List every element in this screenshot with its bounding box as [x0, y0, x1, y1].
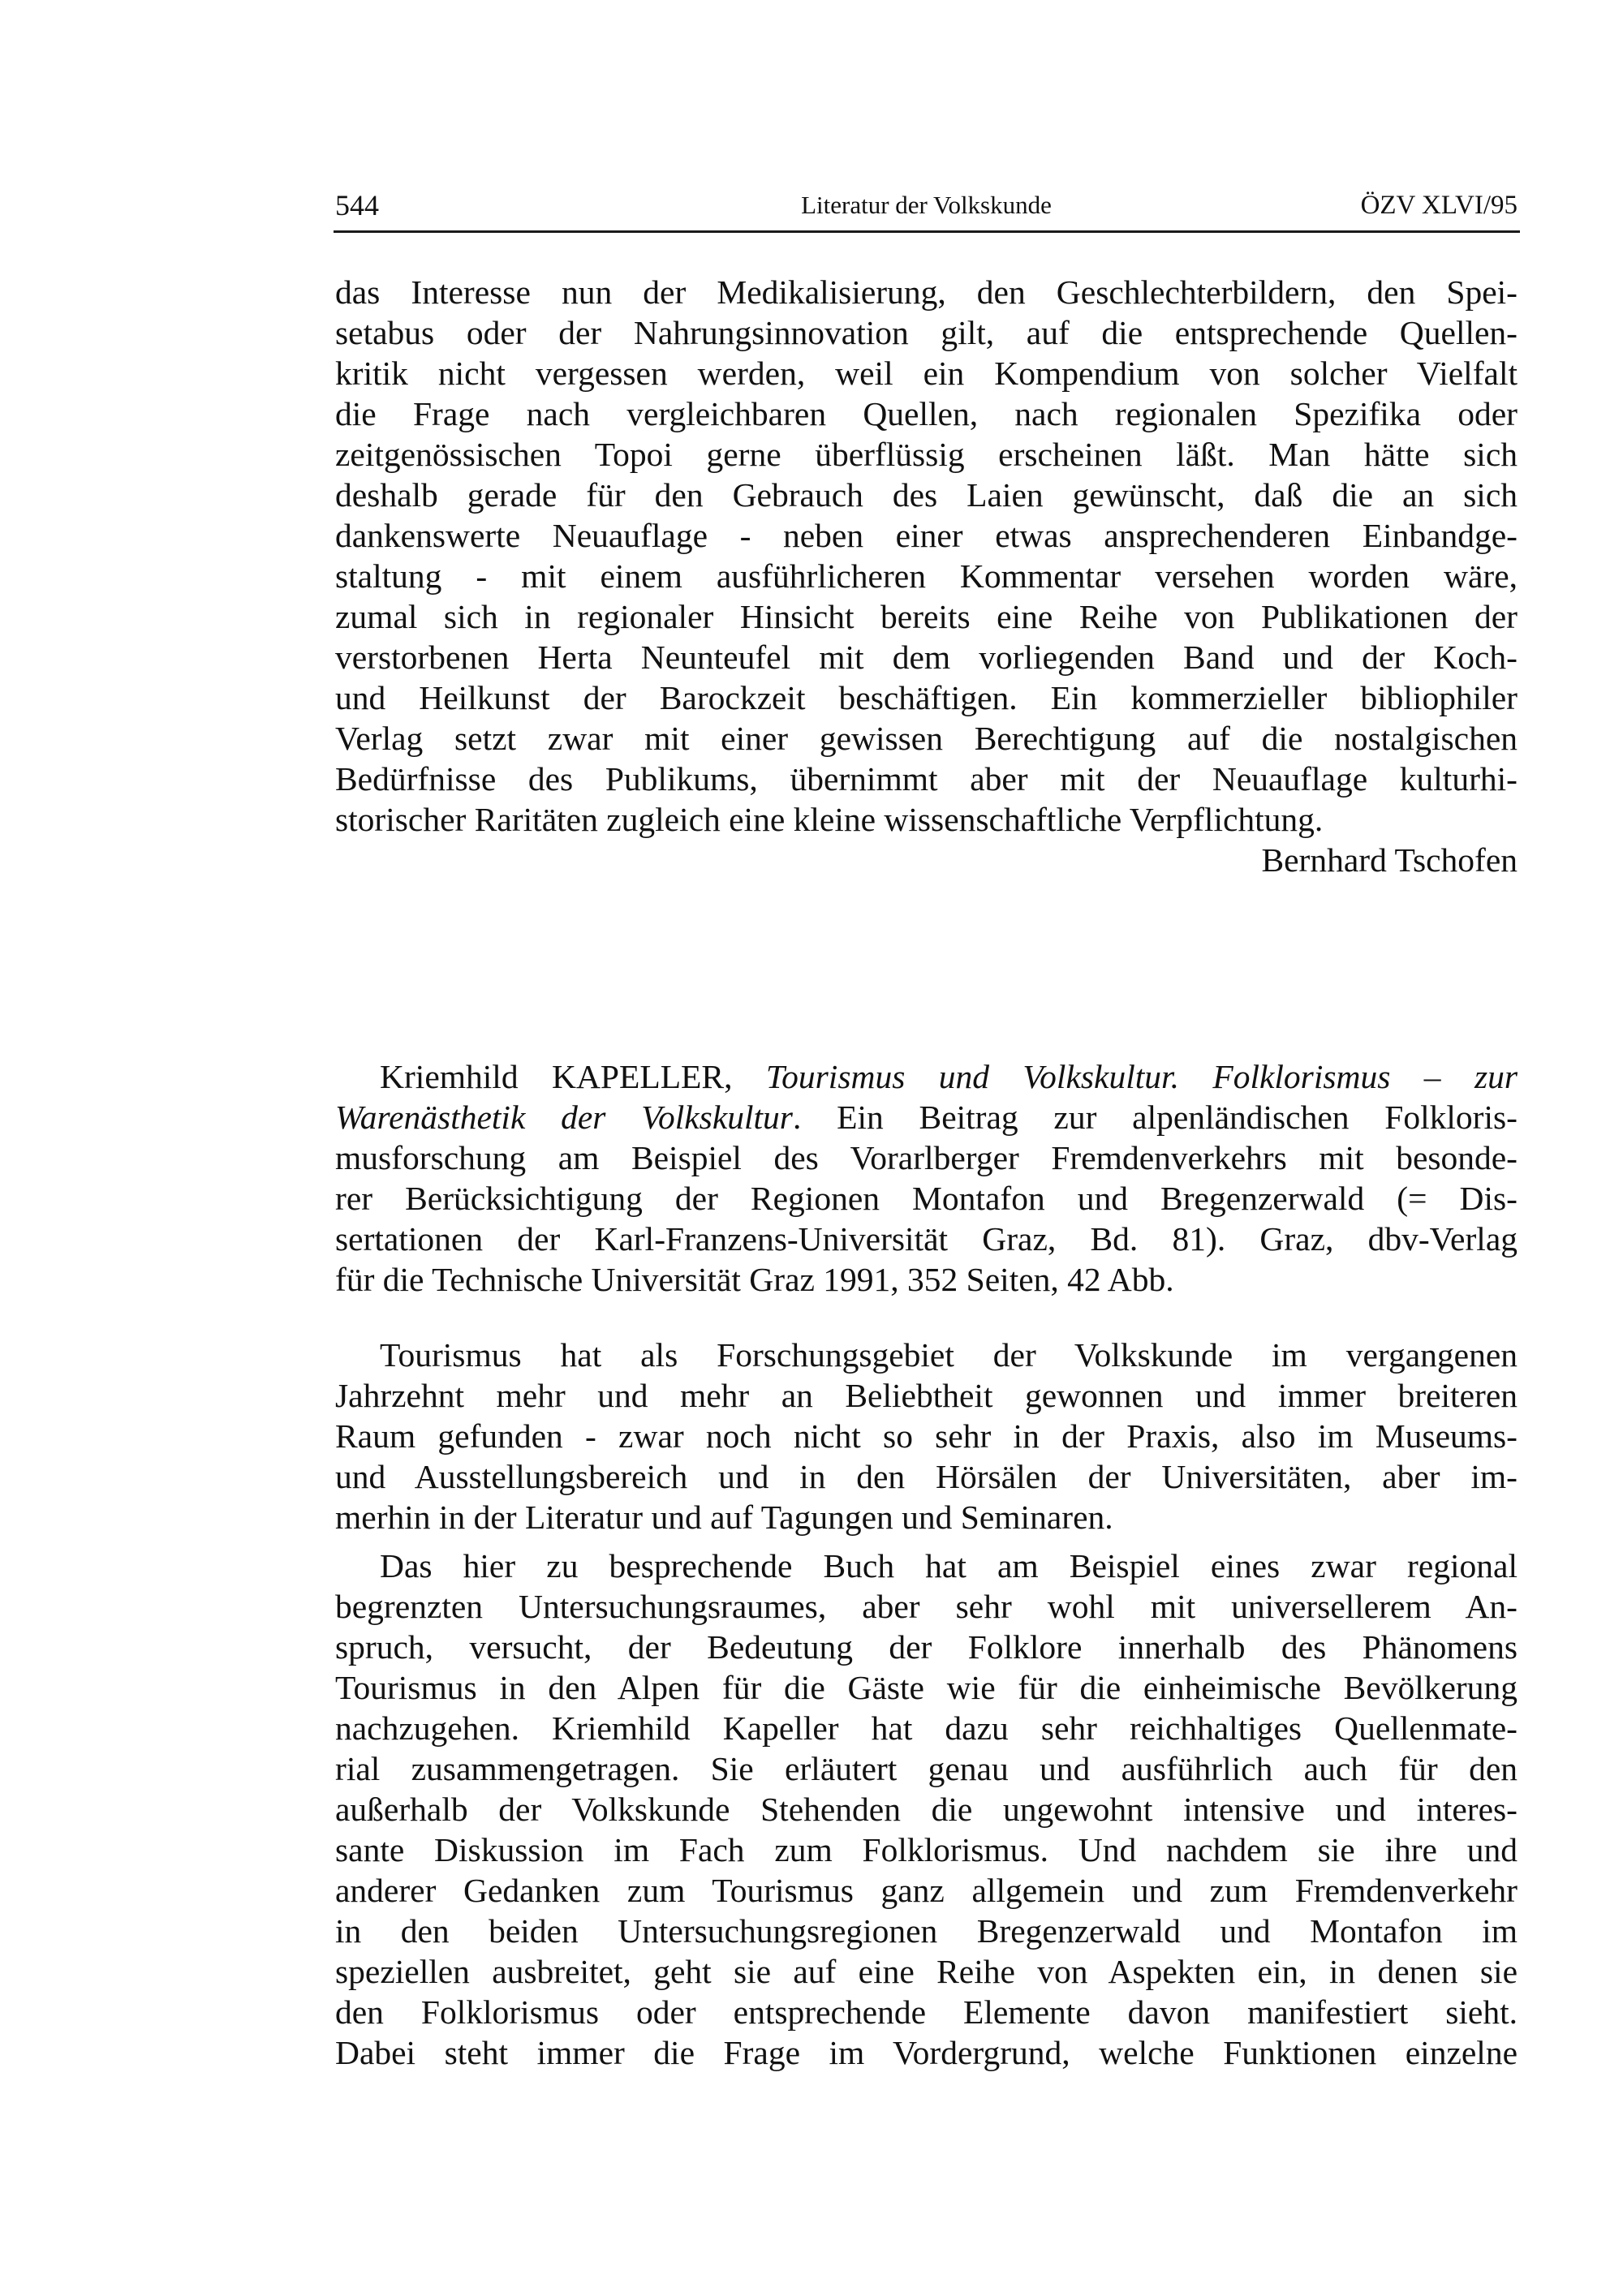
journal-reference: ÖZV XLVI/95 — [1360, 191, 1518, 220]
review-2-paragraph-2 — [335, 1546, 1518, 2073]
text-line: spruch, versucht, der Bedeutung der Folklore innerhalb des Phänomens — [335, 1628, 1518, 1666]
citation-title: Tourismus und Volkskultur. Folklorismus – zur — [765, 1058, 1518, 1095]
text-line: in den beiden Untersuchungsregionen Bregenzerwald und Montafon im — [335, 1912, 1518, 1950]
review-author: Bernhard Tschofen — [1261, 841, 1518, 879]
text-line: setabus oder der Nahrungsinnovation gilt, auf die entsprechende Quellen- — [335, 314, 1518, 351]
text-line: storischer Raritäten zugleich eine kleine wissenschaftliche Verpflichtung. — [335, 801, 1324, 838]
text-line: Bedürfnisse des Publikums, übernimmt aber mit der Neuauflage kulturhi- — [335, 760, 1518, 798]
text-line: staltung - mit einem ausführlicheren Kommentar versehen worden wäre, — [335, 557, 1518, 595]
running-head — [335, 185, 1518, 226]
text-line: zeitgenössischen Topoi gerne überflüssig erscheinen läßt. Man hätte sich — [335, 436, 1518, 473]
review-1-body — [335, 272, 1518, 880]
citation-line: rer Berücksichtigung der Regionen Montafon und Bregenzerwald (= Dis- — [335, 1180, 1518, 1217]
text-line: sante Diskussion im Fach zum Folklorismus. Und nachdem sie ihre und — [335, 1831, 1518, 1868]
citation-line — [335, 1056, 1518, 1097]
text-line: Verlag setzt zwar mit einer gewissen Berechtigung auf die nostalgischen — [335, 720, 1518, 757]
citation-text: . Ein Beitrag zur alpenländischen Folkloris- — [792, 1099, 1518, 1136]
text-line: kritik nicht vergessen werden, weil ein Kompendium von solcher Vielfalt — [335, 355, 1518, 392]
text-line: Tourismus in den Alpen für die Gäste wie für die einheimische Bevölkerung — [335, 1669, 1518, 1706]
text-line: verstorbenen Herta Neunteufel mit dem vorliegenden Band und der Koch- — [335, 638, 1518, 676]
header-rule — [334, 230, 1520, 233]
text-line: das Interesse nun der Medikalisierung, den Geschlechterbildern, den Spei- — [335, 273, 1518, 311]
text-line: speziellen ausbreitet, geht sie auf eine Reihe von Aspekten ein, in denen sie — [335, 1953, 1518, 1990]
text-line: begrenzten Untersuchungsraumes, aber sehr wohl mit universellerem An- — [335, 1588, 1518, 1625]
text-line: Dabei steht immer die Frage im Vordergrund, welche Funktionen einzelne — [335, 2034, 1518, 2071]
review-2-citation — [335, 1056, 1518, 1300]
text-line: anderer Gedanken zum Tourismus ganz allgemein und zum Fremdenverkehr — [335, 1872, 1518, 1909]
page-number: 544 — [335, 189, 379, 221]
text-line: und Ausstellungsbereich und in den Hörsälen der Universitäten, aber im- — [335, 1458, 1518, 1495]
text-line: außerhalb der Volkskunde Stehenden die ungewohnt intensive und interes- — [335, 1791, 1518, 1828]
text-line: Tourismus hat als Forschungsgebiet der Volkskunde im vergangenen — [380, 1336, 1518, 1374]
review-2-paragraph-1 — [335, 1335, 1518, 1537]
text-line: nachzugehen. Kriemhild Kapeller hat dazu sehr reichhaltiges Quellenmate- — [335, 1709, 1518, 1747]
text-line: Jahrzehnt mehr und mehr an Beliebtheit gewonnen und immer breiteren — [335, 1377, 1518, 1414]
citation-line — [335, 1097, 1518, 1137]
text-line: Raum gefunden - zwar noch nicht so sehr in der Praxis, also im Museums- — [335, 1417, 1518, 1455]
text-line: Das hier zu besprechende Buch hat am Beispiel eines zwar regional — [380, 1547, 1518, 1584]
text-line: zumal sich in regionaler Hinsicht bereits eine Reihe von Publikationen der — [335, 598, 1518, 635]
section-title: Literatur der Volkskunde — [801, 191, 1052, 219]
text-line: merhin in der Literatur und auf Tagungen und Seminaren. — [335, 1498, 1113, 1536]
text-line: dankenswerte Neuauflage - neben einer etwas ansprechenderen Einbandge- — [335, 517, 1518, 554]
citation-line: sertationen der Karl-Franzens-Universität Graz, Bd. 81). Graz, dbv-Verlag — [335, 1220, 1518, 1258]
text-line: rial zusammengetragen. Sie erläutert genau und ausführlich auch für den — [335, 1750, 1518, 1787]
citation-line: für die Technische Universität Graz 1991, 352 Seiten, 42 Abb. — [335, 1261, 1174, 1298]
text-line: den Folklorismus oder entsprechende Elemente davon manifestiert sieht. — [335, 1993, 1518, 2031]
citation-line: musforschung am Beispiel des Vorarlberger Fremdenverkehrs mit besonde- — [335, 1139, 1518, 1176]
text-line: und Heilkunst der Barockzeit beschäftigen. Ein kommerzieller bibliophiler — [335, 679, 1518, 716]
text-line: die Frage nach vergleichbaren Quellen, nach regionalen Spezifika oder — [335, 395, 1518, 432]
text-line: deshalb gerade für den Gebrauch des Laien gewünscht, daß die an sich — [335, 476, 1518, 514]
citation-title-cont: Warenästhetik der Volkskultur — [335, 1099, 793, 1136]
citation-author: Kriemhild KAPELLER, — [380, 1058, 733, 1095]
